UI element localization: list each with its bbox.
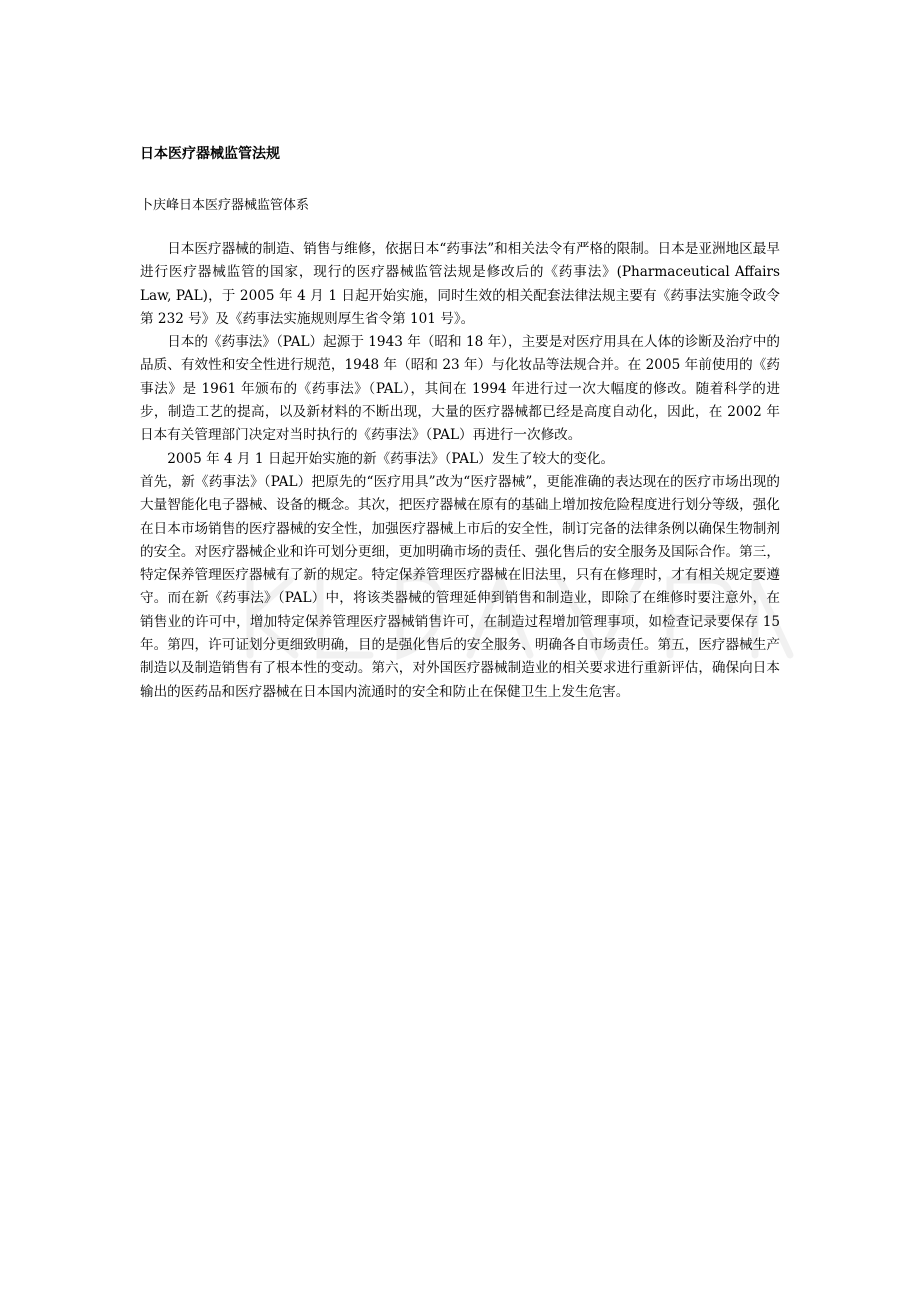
paragraph-details: 首先，新《药事法》（PAL）把原先的“医疗用具”改为“医疗器械”，更能准确的表达现在的医疗市场出现的大量智能化电子器械、设备的概念。其次，把医疗器械在原有的基础上增加按危险程度进行划分等级，强化在日本市场销售的医疗器械的安全性，加强医疗器械上市后的安全性，制订完备的法律条例以确保生物制剂的安全。对医疗器械企业和许可划分更细，更加明确市场的责任、强化售后的安全服务及国际合作。第三，特定保养管理医疗器械有了新的规定。特定保养管理医疗器械在旧法里，只有在修理时，才有相关规定要遵守。而在新《药事法》（PAL）中，将该类器械的管理延伸到销售和制造业，即除了在维修时要注意外，在销售业的许可中，增加特定保养管理医疗器械销售许可，在制造过程增加管理事项，如检查记录要保存 15 年。第四，许可证划分更细致明确，目的是强化售后的安全服务、明确各自市场责任。第五，医疗器械生产制造以及制造销售有了根本性的变动。第六，对外国医疗器械制造业的相关要求进行重新评估，确保向日本输出的医药品和医疗器械在日本国内流通时的安全和防止在保健卫生上发生危害。 <box>140 473 780 700</box>
document-title: 日本医疗器械监管法规 <box>140 146 280 162</box>
document-body <box>140 238 780 704</box>
paragraph-2005-change: 2005 年 4 月 1 日起开始实施的新《药事法》（PAL）发生了较大的变化。 <box>167 450 615 467</box>
paragraph-history: 日本的《药事法》（PAL）起源于 1943 年（昭和 18 年），主要是对医疗用具在人体的诊断及治疗中的品质、有效性和安全性进行规范，1948 年（昭和 23 年）与化妆品等法规合并。在 2005 年前使用的《药事法》是 1961 年颁布的《药事法》（PAL），其间在 1994 年进行过一次大幅度的修改。随着科学的进步，制造工艺的提高，以及新材料的不断出现，大量的医疗器械都已经是高度自动化，因此，在 2002 年日本有关管理部门决定对当时执行的《药事法》（PAL）再进行一次修改。 <box>140 334 780 444</box>
paragraph-intro: 日本医疗器械的制造、销售与维修，依据日本“药事法”和相关法令有严格的限制。日本是亚洲地区最早进行医疗器械监管的国家，现行的医疗器械监管法规是修改后的《药事法》(Pharmaceutical Affairs Law, PAL)，于 2005 年 4 月 1 日起开始实施，同时生效的相关配套法律法规主要有《药事法实施令政令第 232 号》及《药事法实施规则厚生省令第 101 号》。 <box>140 241 780 327</box>
document-subtitle: 卜庆峰日本医疗器械监管体系 <box>140 198 310 213</box>
